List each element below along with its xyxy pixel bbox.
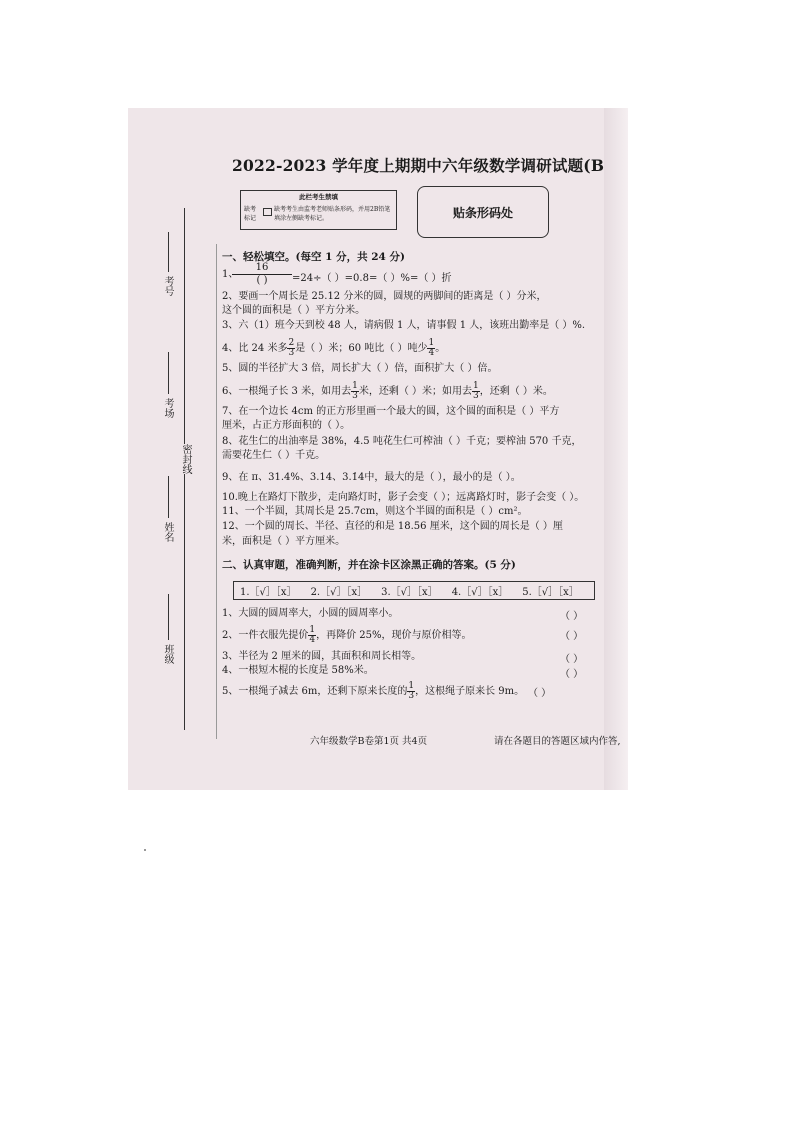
judge-4: 4、一根短木棍的长度是 58%米。: [222, 665, 374, 676]
footer-note: 请在各题目的答题区域内作答,: [494, 736, 621, 747]
q3: 3、六（1）班今天到校 48 人，请病假 1 人，请事假 1 人，该班出勤率是（ ）%.: [222, 320, 586, 331]
judge-3: 3、半径为 2 厘米的圆，其面积和周长相等。: [222, 651, 422, 662]
page-fold-shadow: [604, 108, 628, 790]
exam-title: 2022-2023 学年度上期期中六年级数学调研试题(B: [232, 156, 605, 175]
q10: 10.晚上在路灯下散步，走向路灯时，影子会变（ ）；远离路灯时，影子会变（ ）。: [222, 492, 585, 503]
class-label: 班级: [162, 644, 173, 664]
q8-line2: 需要花生仁（ ）千克。: [222, 450, 326, 461]
q4: 4、比 24 米多 $\frac{2}{3}$ 是（ ）米；60 吨比（ ）吨少 $\frac{1}{4}$ 。: [222, 338, 446, 358]
answer-card-choices: [233, 581, 595, 600]
q6-fraction-1: $\frac{1}{3}$: [352, 381, 358, 401]
q11: 11、一个半圆，其周长是 25.7cm，则这个半圆的面积是（ ）cm²。: [222, 506, 528, 517]
name-blank: [168, 476, 169, 518]
section1-heading: 一、轻松填空。(每空 1 分，共 24 分): [222, 251, 405, 263]
notice-text: 缺考考生由监考老师贴条形码，并用2B铅笔填涂左侧缺考标记。: [274, 206, 391, 222]
exam-number-label: 考号: [162, 276, 173, 296]
judge-2-answer: （ ）: [560, 631, 584, 642]
q2-line1: 2、要画一个周长是 25.12 分米的圆，圆规的两脚间的距离是（ ）分米，: [222, 291, 547, 302]
judge-5-answer: （ ）: [528, 688, 552, 699]
exam-number-blank: [168, 232, 169, 272]
q7-line1: 7、在一个边长 4cm 的正方形里画一个最大的圆，这个圆的面积是（ ）平方: [222, 406, 560, 417]
q12-line1: 12、一个圆的周长、半径、直径的和是 18.56 厘米，这个圆的周长是（ ）厘: [222, 521, 563, 532]
choice-1[interactable]: 1.［√］［x］: [240, 587, 297, 598]
q6: 6、一根绳子长 3 米，如用去 $\frac{1}{3}$ 米，还剩（ ）米；如用去 $\frac{1}{3}$ ，还剩（ ）米。: [222, 381, 553, 401]
absence-mark-label: 缺考标记: [244, 206, 257, 222]
page-footer: 六年级数学B卷第1页 共4页: [310, 736, 428, 747]
judge-2-fraction: $\frac{1}{4}$: [309, 625, 316, 645]
choice-4[interactable]: 4.［√］［x］: [451, 587, 509, 598]
judge-5: 5、一根绳子减去 6m，还剩下原来长度的 $\frac{1}{3}$ ，这根绳子原来长 9m。: [222, 681, 525, 701]
scan-speck: [144, 849, 146, 851]
judge-3-answer: （ ）: [560, 654, 584, 665]
q12-line2: 米，面积是（ ）平方厘米。: [222, 536, 346, 547]
judge-1-answer: （ ）: [560, 611, 584, 622]
q1-denominator: ( ): [256, 275, 268, 286]
exam-room-label: 考场: [162, 398, 173, 418]
seal-line-label: 密封线: [180, 444, 191, 474]
absence-mark-checkbox[interactable]: [263, 208, 272, 216]
q1-fraction: [232, 262, 292, 287]
choice-2[interactable]: 2.［√］［x］: [310, 587, 368, 598]
judge-2: 2、一件衣服先提价 $\frac{1}{4}$ ，再降价 25%，现价与原价相等。: [222, 625, 472, 645]
class-blank: [168, 594, 169, 640]
barcode-area: [417, 186, 549, 238]
judge-4-answer: （ ）: [560, 669, 584, 680]
choice-3[interactable]: 3.［√］［x］: [381, 587, 438, 598]
judge-1: 1、大圆的圆周率大，小圆的圆周率小。: [222, 608, 399, 619]
q9: 9、在 π、31.4%、3.14、3.1̇4̇中，最大的是（ ），最小的是（ ）。: [222, 472, 521, 483]
notice-box: [240, 190, 397, 230]
name-label: 姓名: [162, 522, 173, 542]
barcode-label: 贴条形码处: [452, 205, 513, 220]
judge-5-fraction: $\frac{1}{3}$: [408, 681, 415, 701]
q2-line2: 这个圆的面积是（ ）平方分米。: [222, 305, 366, 316]
q4-fraction-2: $\frac{1}{4}$: [428, 338, 435, 358]
exam-room-blank: [168, 352, 169, 394]
q5: 5、圆的半径扩大 3 倍，周长扩大（ ）倍，面积扩大（ ）倍。: [222, 363, 498, 374]
notice-heading: 此栏考生禁填: [299, 193, 338, 201]
q6-fraction-2: $\frac{1}{3}$: [473, 381, 479, 401]
q4-fraction-1: $\frac{2}{3}$: [288, 338, 295, 358]
q7-line2: 厘米，占正方形面积的（ ）。: [222, 420, 351, 431]
q1-text: =24÷（ ）=0.8=（ ）%=（ ）折: [292, 273, 452, 284]
choice-5[interactable]: 5.［√］［x］: [522, 587, 579, 598]
q8-line1: 8、花生仁的出油率是 38%，4.5 吨花生仁可榨油（ ）千克；要榨油 570 千克，: [222, 436, 582, 447]
q1-number: 1、: [222, 269, 239, 280]
section2-heading: 二、认真审题，准确判断，并在涂卡区涂黑正确的答案。(5 分): [222, 559, 516, 571]
q1-numerator: 16: [232, 262, 292, 275]
